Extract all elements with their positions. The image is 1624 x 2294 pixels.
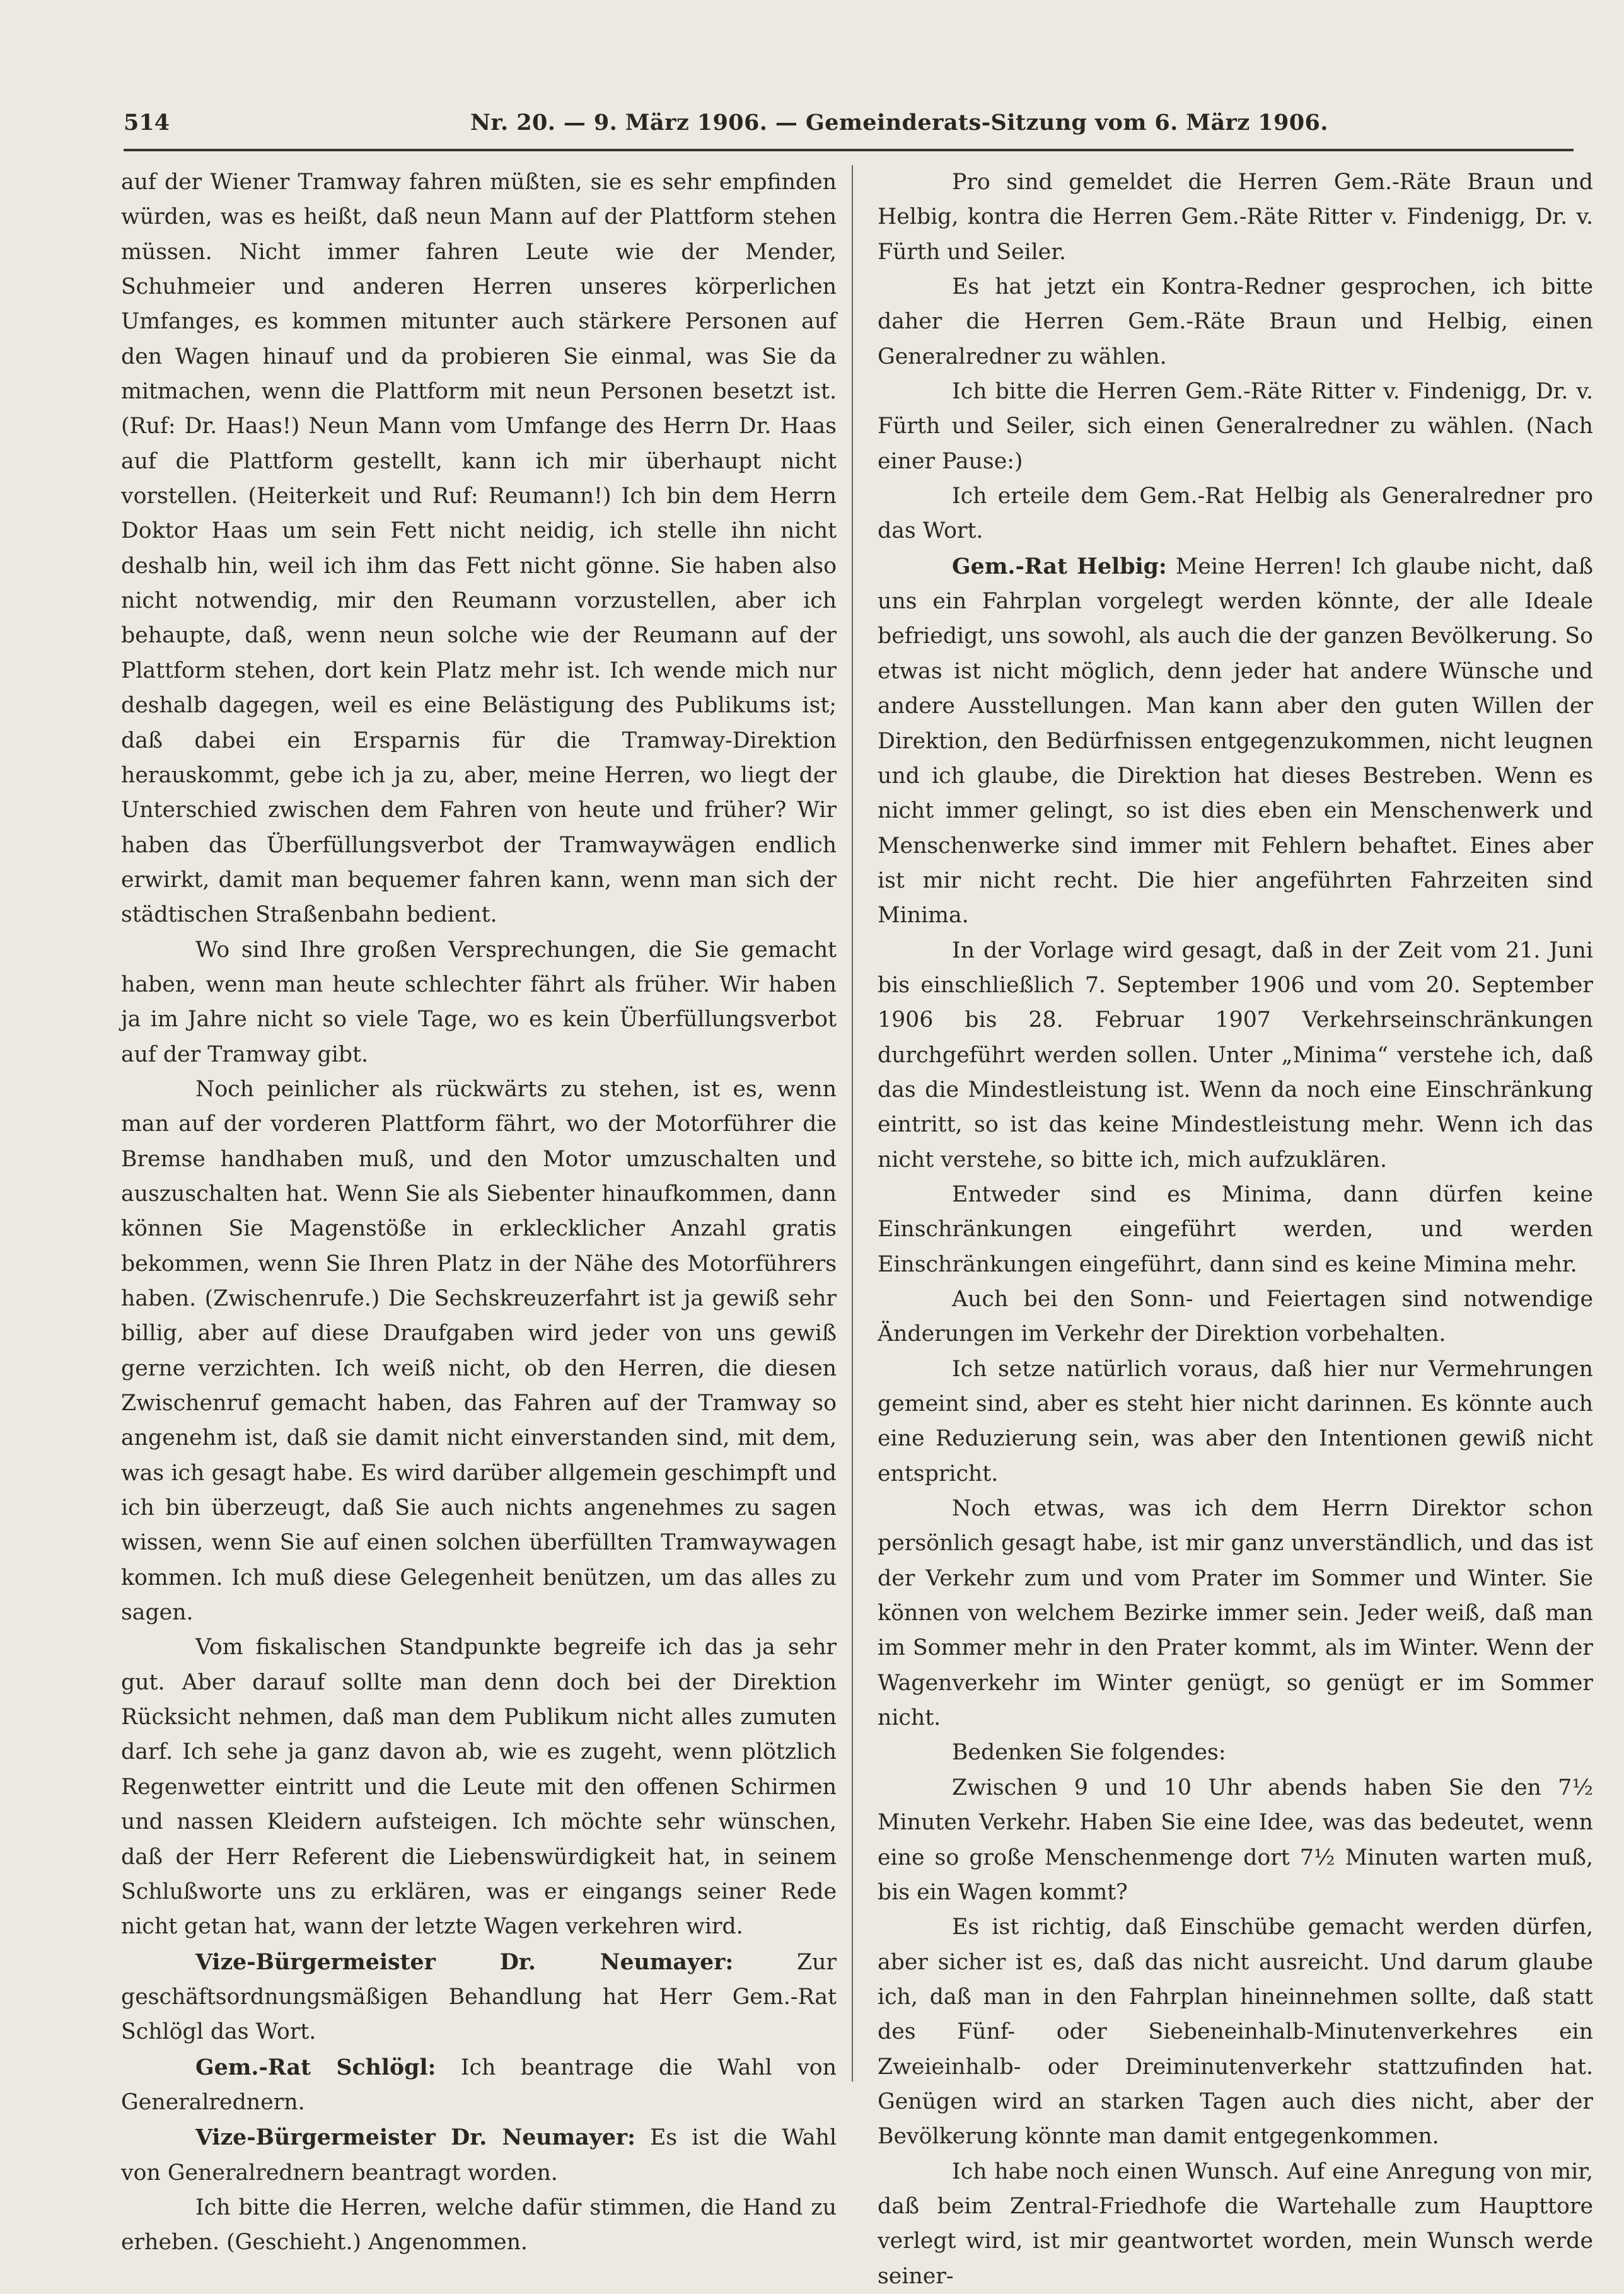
paragraph: Pro sind gemeldet die Herren Gem.-Räte Braun und Helbig, kontra die Herren Gem.-Räte Ritter v. Findenigg, Dr. v. Fürth und Seiler. <box>878 170 1593 265</box>
paragraph: Es hat jetzt ein Kontra-Redner gesprochen, ich bitte daher die Herren Gem.-Räte Braun und Helbig, einen Generalredner zu wählen. <box>878 274 1593 369</box>
running-title: Nr. 20. — 9. März 1906. — Gemeinderats-Sitzung vom 6. März 1906. <box>470 110 1328 136</box>
paragraph: Zwischen 9 und 10 Uhr abends haben Sie den 7½ Minuten Verkehr. Haben Sie eine Idee, was das bedeutet, wenn eine so große Menschenmenge dort 7½ Minuten warten muß, bis ein Wagen kommt? <box>878 1775 1593 1905</box>
speaker-name: Vize-Bürgermeister Dr. Neumayer: <box>195 1949 734 1975</box>
speech-paragraph <box>121 2050 837 2121</box>
speech-paragraph <box>878 549 1593 934</box>
paragraph: Es ist richtig, daß Einschübe gemacht werden dürfen, aber sicher ist es, daß das nicht ausreicht. Und darum glaube ich, daß man in den Fahrplan hineinnehmen sollte, daß statt des Fünf- oder Siebeneinhalb-Minutenverkehres ein Zweieinhalb- oder Dreiminutenverkehr stattzufinden hat. Genügen wird an starken Tagen auch dies nicht, aber der Bevölkerung könnte man damit entgegenkommen. <box>878 1915 1593 2150</box>
speaker-name: Vize-Bürgermeister Dr. Neumayer: <box>195 2124 635 2151</box>
paragraph: Ich bitte die Herren Gem.-Räte Ritter v. Findenigg, Dr. v. Fürth und Seiler, sich einen Generalredner zu wählen. (Nach einer Pause:) <box>878 379 1593 474</box>
speaker-name: Gem.-Rat Helbig: <box>952 553 1167 579</box>
header-rule <box>124 149 1574 151</box>
paragraph: Bedenken Sie folgendes: <box>952 1740 1226 1766</box>
paragraph: Auch bei den Sonn- und Feiertagen sind notwendige Änderungen im Verkehr der Direktion vorbehalten. <box>878 1287 1593 1347</box>
paragraph: Wo sind Ihre großen Versprechungen, die Sie gemacht haben, wenn man heute schlechter fährt als früher. Wir haben ja im Jahre nicht so viele Tage, wo es kein Überfüllungsverbot auf der Tramway gibt. <box>121 937 837 1067</box>
speech-text: Meine Herren! Ich glaube nicht, daß uns ein Fahrplan vorgelegt werden könnte, der alle Ideale befriedigt, uns sowohl, als auch die der ganzen Bevölkerung. So etwas ist nicht möglich, denn jeder hat andere Wünsche und andere Ausstellungen. Man kann aber den guten Willen der Direktion, den Bedürfnissen entgegenzukommen, nicht leugnen und ich glaube, die Direktion hat dieses Bestreben. Wenn es nicht immer gelingt, so ist dies eben ein Menschenwerk und Menschenwerke sind immer mit Fehlern behaftet. Eines aber ist mir nicht recht. Die hier angeführten Fahrzeiten sind Minima. <box>878 553 1593 929</box>
paragraph: Ich habe noch einen Wunsch. Auf eine Anregung von mir, daß beim Zentral-Friedhofe die Wartehalle zum Haupttore verlegt wird, ist mir geantwortet worden, mein Wunsch werde seiner- <box>878 2158 1593 2289</box>
paragraph: Vom fiskalischen Standpunkte begreife ich das ja sehr gut. Aber darauf sollte man denn doch bei der Direktion Rücksicht nehmen, daß man dem Publikum nicht alles zumuten darf. Ich sehe ja ganz davon ab, wie es zugeht, wenn plötzlich Regenwetter eintritt und die Leute mit den offenen Schirmen und nassen Kleidern aufsteigen. Ich möchte sehr wünschen, daß der Herr Referent die Liebenswürdigkeit hat, in seinem Schlußworte uns zu erklären, was er eingangs seiner Rede nicht getan hat, wann der letzte Wagen verkehren wird. <box>121 1635 837 1940</box>
paragraph: Ich bitte die Herren, welche dafür stimmen, die Hand zu erheben. (Geschieht.) Angenommen. <box>121 2194 837 2256</box>
page-header <box>124 106 1555 144</box>
column-divider <box>852 165 853 2082</box>
speech-text: Zur geschäftsordnungsmäßigen Behandlung hat Herr Gem.-Rat Schlögl das Wort. <box>121 1949 837 2045</box>
paragraph: Ich erteile dem Gem.-Rat Helbig als Generalredner pro das Wort. <box>878 484 1593 544</box>
speech-text: Ich beantrage die Wahl von Generalrednern. <box>121 2054 837 2115</box>
speech-text: Es ist die Wahl von Generalrednern beantragt worden. <box>121 2125 837 2186</box>
left-column <box>121 165 837 2261</box>
right-column <box>878 165 1593 2294</box>
paragraph: Ich setze natürlich voraus, daß hier nur Vermehrungen gemeint sind, aber es steht hier nicht darinnen. Es könnte auch eine Reduzierung sein, was aber den Intentionen gewiß nicht entspricht. <box>878 1356 1593 1486</box>
speaker-name: Gem.-Rat Schlögl: <box>195 2054 436 2080</box>
paragraph: auf der Wiener Tramway fahren müßten, sie es sehr empfinden würden, was es heißt, daß neun Mann auf der Plattform stehen müssen. Nicht immer fahren Leute wie der Mender, Schuhmeier und anderen Herren unseres körperlichen Umfanges, es kommen mitunter auch stärkere Personen auf den Wagen hinauf und da probieren Sie einmal, was Sie da mitmachen, wenn die Plattform mit neun Personen besetzt ist. (Ruf: Dr. Haas!) Neun Mann vom Umfange des Herrn Dr. Haas auf die Plattform gestellt, kann ich mir überhaupt nicht vorstellen. (Heiterkeit und Ruf: Reumann!) Ich bin dem Herrn Doktor Haas um sein Fett nicht neidig, ich stelle ihn nicht deshalb hin, weil ich ihm das Fett nicht gönne. Sie haben also nicht notwendig, mir den Reumann vorzustellen, aber ich behaupte, daß, wenn neun solche wie der Reumann auf der Plattform stehen, dort kein Platz mehr ist. Ich wende mich nur deshalb dagegen, weil es eine Belästigung des Publikums ist; daß dabei ein Ersparnis für die Tramway-Direktion herauskommt, gebe ich ja zu, aber, meine Herren, wo liegt der Unterschied zwischen dem Fahren von heute und früher? Wir haben das Überfüllungsverbot der Tramwaywägen endlich erwirkt, damit man bequemer fahren kann, wenn man sich der städtischen Straßenbahn bedient. <box>121 170 837 928</box>
speech-paragraph <box>121 1945 837 2050</box>
paragraph: In der Vorlage wird gesagt, daß in der Zeit vom 21. Juni bis einschließlich 7. September 1906 und vom 20. September 1906 bis 28. Februar 1907 Verkehrseinschränkungen durchgeführt werden sollen. Unter „Minima“ verstehe ich, daß das die Mindestleistung ist. Wenn da noch eine Einschränkung eintritt, so ist das keine Mindestleistung mehr. Wenn ich das nicht verstehe, so bitte ich, mich aufzuklären. <box>878 937 1593 1173</box>
paragraph: Noch etwas, was ich dem Herrn Direktor schon persönlich gesagt habe, ist mir ganz unverständlich, und das ist der Verkehr zum und vom Prater im Sommer und Winter. Sie können von welchem Bezirke immer sein. Jeder weiß, daß man im Sommer mehr in den Prater kommt, als im Winter. Wenn der Wagenverkehr im Winter genügt, so genügt er im Sommer nicht. <box>878 1496 1593 1731</box>
paragraph: Entweder sind es Minima, dann dürfen keine Einschränkungen eingeführt werden, und werden Einschränkungen eingeführt, dann sind es keine Mimina mehr. <box>878 1181 1593 1277</box>
speech-paragraph <box>121 2120 837 2191</box>
page-number: 514 <box>124 110 170 136</box>
paragraph: Noch peinlicher als rückwärts zu stehen, ist es, wenn man auf der vorderen Plattform fährt, wo der Motorführer die Bremse handhaben muß, und den Motor umzuschalten und auszuschalten hat. Wenn Sie als Siebenter hinaufkommen, dann können Sie Magenstöße in erklecklicher Anzahl gratis bekommen, wenn Sie Ihren Platz in der Nähe des Motorführers haben. (Zwischenrufe.) Die Sechskreuzerfahrt ist ja gewiß sehr billig, aber auf diese Draufgaben wird jeder von uns gewiß gerne verzichten. Ich weiß nicht, ob den Herren, die diesen Zwischenruf gemacht haben, das Fahren auf der Tramway so angenehm ist, daß sie damit nicht einverstanden sind, mit dem, was ich gesagt habe. Es wird darüber allgemein geschimpft und ich bin überzeugt, daß Sie auch nichts angenehmes zu sagen wissen, wenn Sie auf einen solchen überfüllten Tramwaywagen kommen. Ich muß diese Gelegenheit benützen, um das alles zu sagen. <box>121 1076 837 1626</box>
